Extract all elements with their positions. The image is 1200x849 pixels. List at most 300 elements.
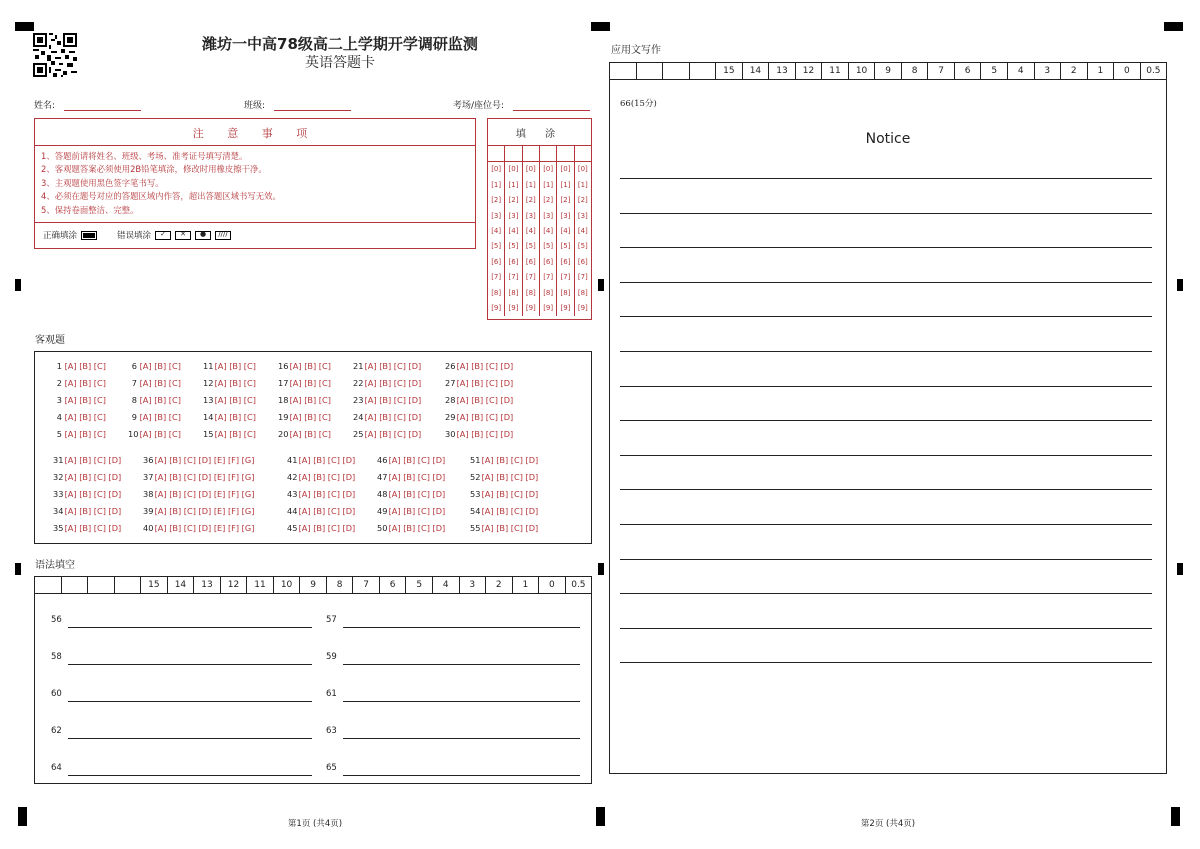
id-digit-bubble[interactable]: [0]	[557, 162, 574, 177]
answer-options[interactable]: [A] [B] [C]	[139, 378, 181, 388]
score-cell[interactable]: 15	[141, 577, 168, 593]
class-field[interactable]	[274, 100, 351, 111]
score-cell[interactable]: 11	[822, 63, 849, 79]
score-cell[interactable]: 0.5	[1146, 66, 1161, 76]
objective-question[interactable]	[287, 472, 355, 482]
objective-question[interactable]	[353, 429, 421, 439]
id-digit-bubble[interactable]: [8]	[557, 286, 574, 301]
grammar-question-number: 63	[326, 726, 337, 736]
grammar-answer-line[interactable]	[68, 775, 312, 776]
answer-options[interactable]: [A] [B] [C] [D]	[456, 378, 514, 388]
id-digit-bubble[interactable]: [3]	[540, 209, 557, 224]
id-digit-bubble[interactable]: [4]	[505, 224, 522, 239]
score-cell[interactable]: 5	[981, 63, 1008, 79]
question-number: 21	[353, 361, 364, 371]
room-seat-field[interactable]	[513, 100, 590, 111]
question-number: 44	[287, 506, 298, 516]
correct-fill-example-icon	[81, 231, 97, 240]
score-cell[interactable]: 13	[769, 63, 796, 79]
objective-question[interactable]	[143, 506, 254, 516]
id-digit-grid[interactable]	[488, 145, 591, 316]
id-digit-bubble[interactable]: [2]	[577, 196, 588, 205]
grammar-answer-line[interactable]	[343, 664, 580, 665]
registration-mark	[18, 807, 27, 826]
answer-options[interactable]: [A] [B] [C] [D]	[481, 506, 539, 516]
score-cell[interactable]: 14	[743, 63, 770, 79]
objective-question[interactable]	[278, 395, 331, 405]
question-number: 14	[203, 412, 214, 422]
answer-options[interactable]: [A] [B] [C]	[214, 361, 256, 371]
objective-question[interactable]	[53, 523, 121, 533]
objective-question[interactable]	[470, 455, 538, 465]
id-digit-bubble[interactable]: [0]	[505, 162, 522, 177]
grammar-answer-line[interactable]	[68, 664, 312, 665]
answer-options[interactable]: [A] [B] [C]	[64, 395, 106, 405]
grammar-question-number: 57	[326, 615, 337, 625]
id-digit-bubble[interactable]: [2]	[523, 193, 540, 208]
id-digit-bubble[interactable]: [7]	[577, 273, 588, 282]
answer-options[interactable]: [A] [B] [C] [D]	[64, 523, 122, 533]
id-digit-bubble[interactable]: [5]	[523, 239, 540, 254]
id-digit-bubble[interactable]: [6]	[577, 257, 588, 266]
question-number: 36	[143, 455, 154, 465]
objective-question[interactable]	[377, 455, 445, 465]
id-digit-bubble[interactable]: [3]	[505, 209, 522, 224]
answer-options[interactable]: [A] [B] [C] [D]	[481, 523, 539, 533]
id-digit-bubble[interactable]: [9]	[540, 301, 557, 316]
question-number: 32	[53, 472, 64, 482]
answer-options[interactable]: [A] [B] [C] [D]	[481, 489, 539, 499]
grammar-answer-line[interactable]	[68, 627, 312, 628]
objective-question[interactable]	[287, 489, 355, 499]
answer-options[interactable]: [A] [B] [C]	[139, 429, 181, 439]
grammar-answer-line[interactable]	[68, 738, 312, 739]
notice-item: 2、客观题答案必须使用2B铅笔填涂，修改时用橡皮擦干净。	[41, 164, 267, 175]
id-digit-header-cell	[557, 146, 574, 161]
score-cell[interactable]: 9	[875, 63, 902, 79]
id-digit-bubble[interactable]: [8]	[577, 288, 588, 297]
id-digit-bubble[interactable]: [6]	[557, 255, 574, 270]
score-blank-cell	[35, 577, 62, 593]
score-blank-cell	[690, 63, 717, 79]
objective-question[interactable]	[53, 489, 121, 499]
score-cell[interactable]: 4	[433, 577, 460, 593]
id-digit-bubble[interactable]: [7]	[505, 270, 522, 285]
score-blank-cell	[88, 577, 115, 593]
objective-question[interactable]	[445, 429, 513, 439]
objective-question[interactable]	[203, 361, 256, 371]
id-digit-bubble[interactable]: [2]	[488, 193, 505, 208]
objective-question[interactable]	[470, 506, 538, 516]
id-digit-bubble[interactable]: [5]	[540, 239, 557, 254]
question-number: 46	[377, 455, 388, 465]
answer-options[interactable]: [A] [B] [C] [D]	[388, 489, 446, 499]
objective-question[interactable]	[143, 455, 254, 465]
notice-item: 4、必须在题号对应的答题区域内作答，超出答题区域书写无效。	[41, 191, 281, 202]
writing-line[interactable]	[620, 178, 1152, 179]
answer-options[interactable]: [A] [B] [C] [D]	[298, 506, 356, 516]
grammar-answer-line[interactable]	[68, 701, 312, 702]
id-digit-bubble[interactable]: [5]	[488, 239, 505, 254]
objective-question[interactable]	[287, 506, 355, 516]
id-digit-bubble[interactable]: [4]	[557, 224, 574, 239]
question-number: 30	[445, 429, 456, 439]
answer-options[interactable]: [A] [B] [C] [D] [E] [F] [G]	[154, 455, 255, 465]
objective-question[interactable]	[278, 429, 331, 439]
writing-line[interactable]	[620, 316, 1152, 317]
registration-mark	[598, 279, 604, 291]
answer-options[interactable]: [A] [B] [C]	[64, 378, 106, 388]
registration-mark	[598, 563, 604, 575]
registration-mark	[15, 279, 21, 291]
question-number: 20	[278, 429, 289, 439]
id-digit-header-cell	[575, 146, 591, 161]
notice-item: 1、答题前请将姓名、班级、考场、准考证号填写清楚。	[41, 151, 248, 161]
answer-options[interactable]: [A] [B] [C] [D]	[298, 523, 356, 533]
answer-options[interactable]: [A] [B] [C] [D]	[64, 489, 122, 499]
id-digit-bubble[interactable]: [4]	[540, 224, 557, 239]
objective-question[interactable]	[353, 412, 421, 422]
objective-question[interactable]	[143, 523, 254, 533]
question-number: 10	[128, 429, 139, 439]
answer-options[interactable]: [A] [B] [C] [D] [E] [F] [G]	[154, 523, 255, 533]
answer-options[interactable]: [A] [B] [C] [D]	[364, 395, 422, 405]
writing-line[interactable]	[620, 282, 1152, 283]
objective-question[interactable]	[128, 395, 181, 405]
objective-question[interactable]	[53, 472, 121, 482]
answer-options[interactable]: [A] [B] [C] [D]	[481, 455, 539, 465]
score-cell[interactable]: 6	[380, 577, 407, 593]
grammar-question-number: 58	[51, 652, 62, 662]
answer-options[interactable]: [A] [B] [C]	[64, 412, 106, 422]
score-cell[interactable]: 4	[1008, 63, 1035, 79]
objective-question[interactable]	[287, 455, 355, 465]
id-digit-bubble[interactable]: [8]	[505, 286, 522, 301]
grammar-answer-line[interactable]	[343, 701, 580, 702]
objective-question[interactable]	[353, 361, 421, 371]
answer-options[interactable]: [A] [B] [C]	[289, 361, 331, 371]
answer-options[interactable]: [A] [B] [C]	[289, 395, 331, 405]
objective-question[interactable]	[143, 472, 254, 482]
name-field[interactable]	[64, 100, 141, 111]
objective-question[interactable]	[445, 361, 513, 371]
score-cell[interactable]: 8	[902, 63, 929, 79]
question-number: 5	[56, 429, 62, 439]
objective-question[interactable]	[353, 395, 421, 405]
writing-line[interactable]	[620, 593, 1152, 594]
id-digit-bubble[interactable]: [1]	[557, 178, 574, 193]
question-number: 49	[377, 506, 388, 516]
id-digit-bubble[interactable]: [3]	[577, 211, 588, 220]
answer-options[interactable]: [A] [B] [C]	[139, 361, 181, 371]
objective-question[interactable]	[203, 395, 256, 405]
id-digit-bubble[interactable]: [1]	[488, 178, 505, 193]
answer-options[interactable]: [A] [B] [C] [D]	[388, 472, 446, 482]
id-digit-bubble[interactable]: [7]	[523, 270, 540, 285]
score-cell[interactable]: 5	[406, 577, 433, 593]
objective-question[interactable]	[278, 361, 331, 371]
writing-line[interactable]	[620, 628, 1152, 629]
id-digit-bubble[interactable]: [3]	[523, 209, 540, 224]
answer-options[interactable]: [A] [B] [C] [D]	[64, 472, 122, 482]
id-digit-bubble[interactable]: [0]	[523, 162, 540, 177]
score-cell[interactable]: 14	[168, 577, 195, 593]
writing-line[interactable]	[620, 455, 1152, 456]
id-digit-bubble[interactable]: [6]	[488, 255, 505, 270]
id-digit-bubble[interactable]: [7]	[540, 270, 557, 285]
objective-question[interactable]	[128, 361, 181, 371]
answer-options[interactable]: [A] [B] [C]	[214, 378, 256, 388]
registration-mark	[15, 22, 34, 31]
id-digit-bubble[interactable]: [2]	[505, 193, 522, 208]
writing-line[interactable]	[620, 386, 1152, 387]
objective-question[interactable]	[377, 489, 445, 499]
score-cell[interactable]: 11	[247, 577, 274, 593]
question-number: 52	[470, 472, 481, 482]
id-digit-bubble[interactable]: [5]	[557, 239, 574, 254]
registration-mark	[1177, 279, 1183, 291]
score-bar	[609, 62, 1167, 80]
answer-options[interactable]: [A] [B] [C]	[214, 395, 256, 405]
writing-line[interactable]	[620, 489, 1152, 490]
answer-options[interactable]: [A] [B] [C]	[214, 412, 256, 422]
id-digit-bubble[interactable]: [9]	[488, 301, 505, 316]
answer-options[interactable]: [A] [B] [C]	[64, 361, 106, 371]
objective-question[interactable]	[128, 429, 181, 439]
question-number: 3	[56, 395, 62, 405]
writing-line[interactable]	[620, 420, 1152, 421]
score-cell[interactable]: 15	[716, 63, 743, 79]
score-cell[interactable]: 10	[274, 577, 301, 593]
registration-mark	[1171, 807, 1180, 826]
question-number: 51	[470, 455, 481, 465]
answer-options[interactable]: [A] [B] [C] [D]	[388, 506, 446, 516]
answer-options[interactable]: [A] [B] [C]	[289, 429, 331, 439]
answer-options[interactable]: [A] [B] [C] [D]	[456, 395, 514, 405]
score-cell[interactable]: 2	[1061, 63, 1088, 79]
writing-answer-box[interactable]	[609, 62, 1167, 774]
id-digit-bubble[interactable]: [6]	[523, 255, 540, 270]
score-cell[interactable]: 12	[221, 577, 248, 593]
writing-line[interactable]	[620, 213, 1152, 214]
question-number: 1	[56, 361, 62, 371]
id-digit-bubble[interactable]: [1]	[523, 178, 540, 193]
wrong-fill-slash-icon: ////	[215, 231, 231, 240]
answer-options[interactable]: [A] [B] [C]	[64, 429, 106, 439]
id-digit-bubble[interactable]: [0]	[540, 162, 557, 177]
objective-question[interactable]	[53, 395, 106, 405]
question-number: 19	[278, 412, 289, 422]
question-number: 29	[445, 412, 456, 422]
objective-answer-box[interactable]	[34, 351, 592, 544]
question-number: 13	[203, 395, 214, 405]
score-cell[interactable]: 0.5	[571, 580, 586, 590]
answer-options[interactable]: [A] [B] [C] [D]	[456, 429, 514, 439]
question-number: 50	[377, 523, 388, 533]
writing-line[interactable]	[620, 247, 1152, 248]
id-digit-bubble[interactable]: [3]	[488, 209, 505, 224]
answer-options[interactable]: [A] [B] [C] [D]	[388, 455, 446, 465]
fill-legend	[43, 229, 231, 241]
answer-options[interactable]: [A] [B] [C] [D]	[64, 506, 122, 516]
objective-question[interactable]	[203, 429, 256, 439]
notice-title: 注 意 事 项	[192, 127, 318, 140]
objective-question[interactable]	[278, 412, 331, 422]
objective-question[interactable]	[53, 506, 121, 516]
id-digit-bubble[interactable]: [5]	[505, 239, 522, 254]
objective-question[interactable]	[377, 506, 445, 516]
objective-question[interactable]	[128, 378, 181, 388]
writing-heading: Notice	[865, 131, 911, 147]
grammar-answer-line[interactable]	[343, 775, 580, 776]
score-cell[interactable]: 7	[353, 577, 380, 593]
id-digit-bubble[interactable]: [4]	[488, 224, 505, 239]
id-digit-bubble[interactable]: [1]	[505, 178, 522, 193]
writing-line[interactable]	[620, 559, 1152, 560]
class-label: 班级:	[244, 101, 266, 111]
grammar-question-number: 65	[326, 763, 337, 773]
objective-question[interactable]	[287, 523, 355, 533]
answer-options[interactable]: [A] [B] [C]	[214, 429, 256, 439]
writing-line[interactable]	[620, 524, 1152, 525]
answer-options[interactable]: [A] [B] [C] [D]	[364, 361, 422, 371]
id-digit-bubble[interactable]: [7]	[557, 270, 574, 285]
score-cell[interactable]: 12	[796, 63, 823, 79]
answer-options[interactable]: [A] [B] [C] [D] [E] [F] [G]	[154, 472, 255, 482]
score-cell[interactable]: 2	[486, 577, 513, 593]
score-cell[interactable]: 13	[194, 577, 221, 593]
id-digit-bubble[interactable]: [6]	[540, 255, 557, 270]
score-cell[interactable]: 6	[955, 63, 982, 79]
id-digit-bubble[interactable]: [0]	[488, 162, 505, 177]
objective-question[interactable]	[445, 412, 513, 422]
id-digit-header-cell	[505, 146, 522, 161]
objective-question[interactable]	[470, 472, 538, 482]
id-digit-bubble[interactable]: [8]	[540, 286, 557, 301]
objective-question[interactable]	[377, 523, 445, 533]
answer-options[interactable]: [A] [B] [C] [D]	[481, 472, 539, 482]
score-cell[interactable]: 7	[928, 63, 955, 79]
answer-options[interactable]: [A] [B] [C] [D]	[456, 412, 514, 422]
objective-question[interactable]	[203, 378, 256, 388]
id-digit-bubble[interactable]: [5]	[577, 242, 588, 251]
objective-question[interactable]	[143, 489, 254, 499]
name-label: 姓名:	[34, 101, 56, 111]
id-digit-bubble[interactable]: [9]	[523, 301, 540, 316]
id-digit-bubble[interactable]: [2]	[557, 193, 574, 208]
score-cell[interactable]: 8	[327, 577, 354, 593]
score-cell[interactable]: 9	[300, 577, 327, 593]
writing-line[interactable]	[620, 351, 1152, 352]
objective-question[interactable]	[470, 489, 538, 499]
objective-question[interactable]	[53, 429, 106, 439]
answer-options[interactable]: [A] [B] [C]	[289, 378, 331, 388]
question-number: 55	[470, 523, 481, 533]
id-digit-bubble[interactable]: [0]	[577, 165, 588, 174]
notice-item: 3、主观题使用黑色签字笔书写。	[41, 177, 164, 188]
answer-options[interactable]: [A] [B] [C] [D]	[64, 455, 122, 465]
answer-options[interactable]: [A] [B] [C] [D]	[364, 412, 422, 422]
score-cell[interactable]: 3	[1035, 63, 1062, 79]
answer-options[interactable]: [A] [B] [C]	[139, 395, 181, 405]
objective-question[interactable]	[53, 378, 106, 388]
id-digit-bubble[interactable]: [4]	[577, 226, 588, 235]
question-number: 25	[353, 429, 364, 439]
score-cell[interactable]: 0	[539, 577, 566, 593]
answer-options[interactable]: [A] [B] [C]	[289, 412, 331, 422]
objective-question[interactable]	[353, 378, 421, 388]
question-number: 24	[353, 412, 364, 422]
objective-question[interactable]	[445, 395, 513, 405]
question-number: 38	[143, 489, 154, 499]
objective-question[interactable]	[203, 412, 256, 422]
question-number: 27	[445, 378, 456, 388]
objective-question[interactable]	[278, 378, 331, 388]
score-cell[interactable]: 1	[513, 577, 540, 593]
id-digit-bubble[interactable]: [8]	[488, 286, 505, 301]
id-digit-bubble[interactable]: [9]	[505, 301, 522, 316]
objective-question[interactable]	[53, 455, 121, 465]
grammar-answer-box	[34, 576, 592, 784]
question-number: 4	[56, 412, 62, 422]
objective-question[interactable]	[377, 472, 445, 482]
grammar-answer-line[interactable]	[343, 627, 580, 628]
score-cell[interactable]: 10	[849, 63, 876, 79]
answer-options[interactable]: [A] [B] [C] [D]	[364, 378, 422, 388]
page-subtitle: 英语答题卡	[305, 55, 375, 71]
objective-question[interactable]	[53, 412, 106, 422]
answer-options[interactable]: [A] [B] [C] [D] [E] [F] [G]	[154, 489, 255, 499]
id-digit-bubble[interactable]: [6]	[505, 255, 522, 270]
id-digit-bubble[interactable]: [1]	[577, 180, 588, 189]
objective-question[interactable]	[470, 523, 538, 533]
id-digit-bubble[interactable]: [9]	[577, 303, 588, 312]
id-digit-header-cell	[523, 146, 540, 161]
id-digit-bubble[interactable]: [7]	[488, 270, 505, 285]
answer-options[interactable]: [A] [B] [C] [D]	[456, 361, 514, 371]
answer-options[interactable]: [A] [B] [C] [D] [E] [F] [G]	[154, 506, 255, 516]
question-number: 11	[203, 361, 214, 371]
id-digit-bubble[interactable]: [4]	[523, 224, 540, 239]
id-digit-bubble[interactable]: [2]	[540, 193, 557, 208]
answer-options[interactable]: [A] [B] [C] [D]	[364, 429, 422, 439]
answer-options[interactable]: [A] [B] [C]	[139, 412, 181, 422]
id-digit-bubble[interactable]: [1]	[540, 178, 557, 193]
answer-options[interactable]: [A] [B] [C] [D]	[298, 455, 356, 465]
id-digit-bubble[interactable]: [9]	[557, 301, 574, 316]
question-number: 22	[353, 378, 364, 388]
score-cell[interactable]: 3	[460, 577, 487, 593]
grammar-answer-line[interactable]	[343, 738, 580, 739]
id-digit-bubble[interactable]: [8]	[523, 286, 540, 301]
answer-options[interactable]: [A] [B] [C] [D]	[298, 489, 356, 499]
question-number: 34	[53, 506, 64, 516]
objective-question[interactable]	[53, 361, 106, 371]
answer-options[interactable]: [A] [B] [C] [D]	[388, 523, 446, 533]
writing-line[interactable]	[620, 662, 1152, 663]
writing-question-number: 66(15分)	[620, 99, 657, 109]
objective-question[interactable]	[445, 378, 513, 388]
question-number: 48	[377, 489, 388, 499]
question-number: 35	[53, 523, 64, 533]
question-number: 8	[131, 395, 137, 405]
id-digit-bubble[interactable]: [3]	[557, 209, 574, 224]
answer-options[interactable]: [A] [B] [C] [D]	[298, 472, 356, 482]
objective-question[interactable]	[128, 412, 181, 422]
notice-item: 5、保持卷面整洁、完整。	[41, 204, 139, 215]
score-cell[interactable]: 1	[1088, 63, 1115, 79]
score-cell[interactable]: 0	[1114, 63, 1141, 79]
